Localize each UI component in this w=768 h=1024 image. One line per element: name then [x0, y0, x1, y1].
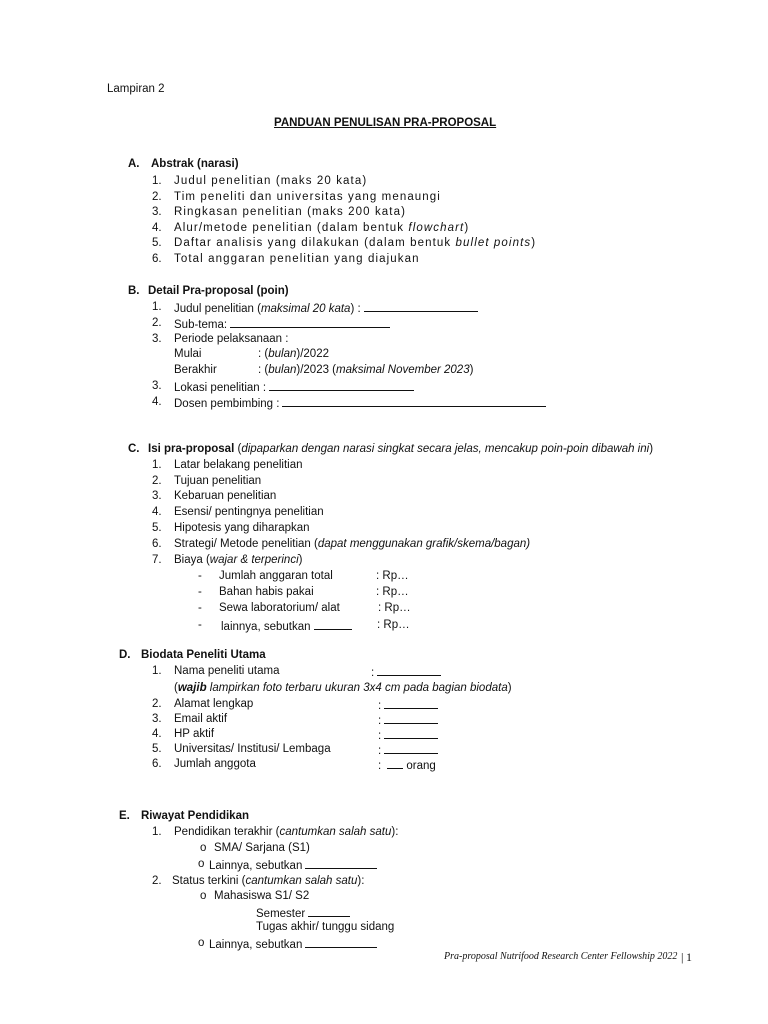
list-number: 5. [152, 237, 162, 249]
blank-line [384, 728, 438, 739]
section-e-letter: E. [119, 810, 130, 822]
cost-label: Sewa laboratorium/ alat [219, 602, 340, 614]
bullet: o [200, 890, 207, 902]
sub-item: Lainnya, sebutkan [209, 858, 377, 872]
list-number: 2. [152, 875, 162, 887]
list-number: 3. [152, 380, 162, 392]
section-d-heading: Biodata Peneliti Utama [141, 649, 266, 661]
list-number: 3. [152, 333, 162, 345]
list-number: 2. [152, 698, 162, 710]
list-item: Nama peneliti utama [174, 665, 280, 677]
list-number: 6. [152, 758, 162, 770]
list-item: Kebaruan penelitian [174, 490, 277, 502]
cost-label: Jumlah anggaran total [219, 570, 333, 582]
list-item: Status terkini (cantumkan salah satu): [172, 875, 365, 887]
section-a-letter: A. [128, 158, 140, 170]
list-item: Daftar analisis yang dilakukan (dalam bentuk bullet points) [174, 237, 537, 249]
list-number: 4. [152, 222, 162, 234]
list-number: 1. [152, 826, 162, 838]
blank-line [314, 619, 352, 630]
list-number: 1. [152, 301, 162, 313]
lampiran-label: Lampiran 2 [107, 83, 165, 95]
berakhir-value: : (bulan)/2023 (maksimal November 2023) [258, 364, 474, 376]
list-item: Total anggaran penelitian yang diajukan [174, 253, 420, 265]
cost-value: : Rp… [376, 586, 409, 598]
list-number: 1. [152, 459, 162, 471]
list-item: Email aktif [174, 713, 228, 725]
list-number: 3. [152, 713, 162, 725]
cost-dash: - [198, 586, 202, 598]
field-colon: : [378, 713, 438, 727]
list-number: 6. [152, 253, 162, 265]
cost-value: : Rp… [376, 570, 409, 582]
blank-line [308, 906, 350, 917]
section-d-letter: D. [119, 649, 131, 661]
bullet: o [198, 937, 205, 949]
mulai-label: Mulai [174, 348, 202, 360]
field-colon: : [378, 698, 438, 712]
list-item: Sub-tema: [174, 317, 390, 331]
footer-separator: | [681, 950, 684, 964]
field-colon: : [371, 665, 441, 679]
cost-dash: - [198, 570, 202, 582]
list-item: Judul penelitian (maks 20 kata) [174, 175, 368, 187]
field-colon: : [378, 743, 438, 757]
list-item: Latar belakang penelitian [174, 459, 303, 471]
list-item: Biaya (wajar & terperinci) [174, 554, 303, 566]
list-item: Lokasi penelitian : [174, 380, 414, 394]
page-number: 1 [686, 950, 692, 964]
list-number: 3. [152, 206, 162, 218]
list-item: Pendidikan terakhir (cantumkan salah satu): [174, 826, 399, 838]
cost-dash: - [198, 602, 202, 614]
list-item: Judul penelitian (maksimal 20 kata) : [174, 301, 478, 315]
list-item: Alur/metode penelitian (dalam bentuk flowchart) [174, 222, 470, 234]
list-item: Hipotesis yang diharapkan [174, 522, 310, 534]
blank-line [230, 317, 390, 328]
blank-line [384, 698, 438, 709]
list-item: Periode pelaksanaan : [174, 333, 289, 345]
blank-line [269, 380, 414, 391]
cost-value: : Rp… [378, 602, 411, 614]
cost-label: lainnya, sebutkan [221, 619, 352, 633]
blank-line [364, 301, 478, 312]
section-b-heading: Detail Pra-proposal (poin) [148, 285, 289, 297]
cost-dash: - [198, 619, 202, 631]
tugas-label: Tugas akhir/ tunggu sidang [256, 921, 395, 933]
blank-line [384, 713, 438, 724]
list-number: 2. [152, 191, 162, 203]
sub-item: SMA/ Sarjana (S1) [214, 842, 310, 854]
list-number: 2. [152, 475, 162, 487]
list-number: 3. [152, 490, 162, 502]
blank-line [377, 665, 441, 676]
list-number: 6. [152, 538, 162, 550]
section-a-heading: Abstrak (narasi) [151, 158, 239, 170]
field-colon: : orang [378, 760, 436, 772]
semester-label: Semester [256, 906, 350, 920]
list-item: Tim peneliti dan universitas yang menaungi [174, 191, 441, 203]
cost-value: : Rp… [377, 619, 410, 631]
list-item: Ringkasan penelitian (maks 200 kata) [174, 206, 407, 218]
list-item: Esensi/ pentingnya penelitian [174, 506, 324, 518]
list-item: Jumlah anggota [174, 758, 256, 770]
footer-text: Pra-proposal Nutrifood Research Center Fellowship 2022 [444, 951, 678, 962]
bullet: o [198, 858, 205, 870]
blank-line [305, 937, 377, 948]
blank-line [305, 858, 377, 869]
list-number: 2. [152, 317, 162, 329]
list-item: Alamat lengkap [174, 698, 254, 710]
list-number: 4. [152, 396, 162, 408]
list-number: 1. [152, 175, 162, 187]
sub-item: Lainnya, sebutkan [209, 937, 377, 951]
list-item: HP aktif [174, 728, 215, 740]
field-colon: : [378, 728, 438, 742]
list-item: Universitas/ Institusi/ Lembaga [174, 743, 331, 755]
blank-line [384, 743, 438, 754]
sub-item: Mahasiswa S1/ S2 [214, 890, 310, 902]
list-number: 5. [152, 743, 162, 755]
section-c-heading: Isi pra-proposal (dipaparkan dengan narasi singkat secara jelas, mencakup poin-poin dibawah ini) [148, 443, 654, 455]
blank-line [282, 396, 546, 407]
page-title: PANDUAN PENULISAN PRA-PROPOSAL [274, 117, 497, 129]
list-item: Dosen pembimbing : [174, 396, 546, 410]
section-e-heading: Riwayat Pendidikan [141, 810, 250, 822]
list-number: 4. [152, 506, 162, 518]
list-number: 7. [152, 554, 162, 566]
mulai-value: : (bulan)/2022 [258, 348, 329, 360]
bullet: o [200, 842, 207, 854]
list-number: 1. [152, 665, 162, 677]
section-b-letter: B. [128, 285, 140, 297]
list-number: 5. [152, 522, 162, 534]
section-c-letter: C. [128, 443, 140, 455]
berakhir-label: Berakhir [174, 364, 217, 376]
list-item: Tujuan penelitian [174, 475, 262, 487]
list-item: Strategi/ Metode penelitian (dapat menggunakan grafik/skema/bagan) [174, 538, 531, 550]
list-number: 4. [152, 728, 162, 740]
blank-line [387, 758, 403, 769]
cost-label: Bahan habis pakai [219, 586, 314, 598]
photo-note: (wajib lampirkan foto terbaru ukuran 3x4 cm pada bagian biodata) [174, 682, 512, 694]
